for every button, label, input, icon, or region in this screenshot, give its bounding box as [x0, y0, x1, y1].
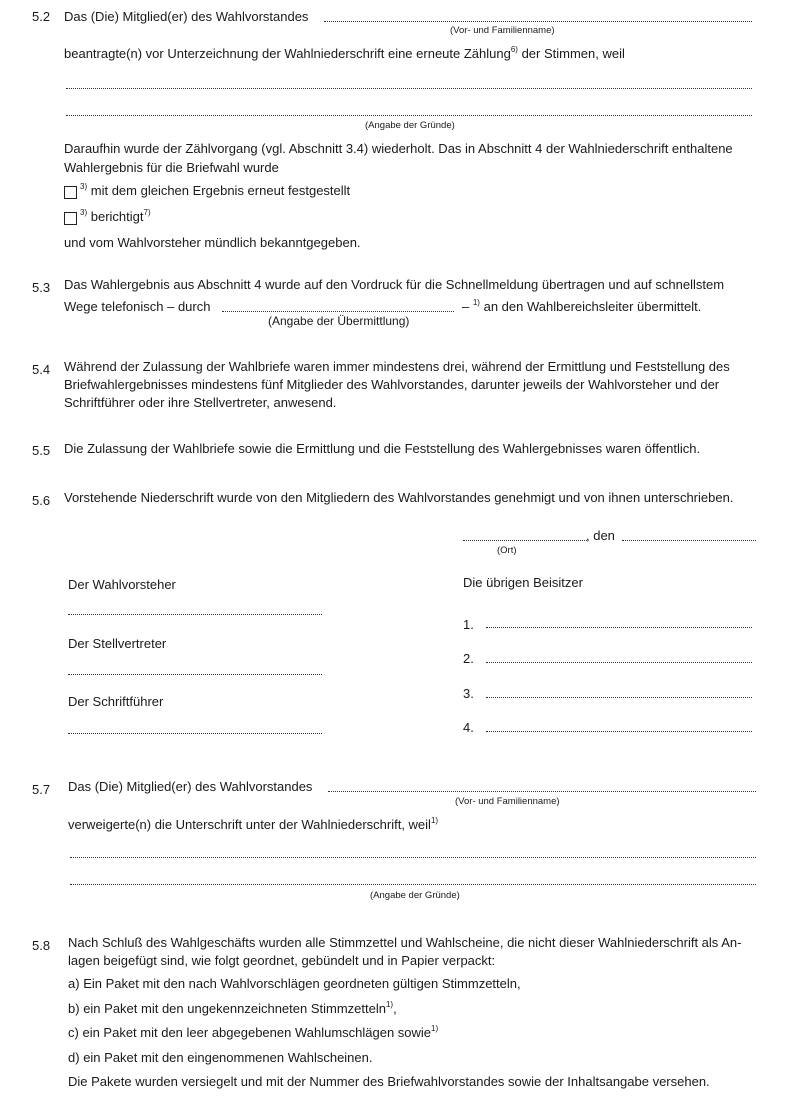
signature-beisitzer-3[interactable] — [486, 697, 752, 698]
s54-line-2: Briefwahlergebnisses mindestens fünf Mitglieder des Wahlvorstandes, darunter jeweils der Wahlvorsteher und der — [64, 377, 720, 392]
s53-caption: (Angabe der Übermittlung) — [268, 314, 410, 328]
item-label: d) — [68, 1050, 80, 1065]
s53-line-2-start: Wege telefonisch – durch — [64, 299, 211, 314]
signature-stellvertreter[interactable] — [68, 674, 322, 675]
s54-line-1: Während der Zulassung der Wahlbriefe waren immer mindestens drei, während der Ermittlung und Feststellung des — [64, 359, 730, 374]
item-label: b) — [68, 1001, 80, 1016]
s52-request-text: beantragte(n) vor Unterzeichnung der Wahlniederschrift eine erneute Zählung — [64, 46, 511, 61]
s53-line-2-end — [462, 299, 701, 314]
label-schriftfuehrer: Der Schriftführer — [68, 694, 164, 709]
s52-request-tail: der Stimmen, weil — [517, 46, 625, 61]
s52-name-caption: (Vor- und Familienname) — [450, 25, 555, 36]
s58-line-2: lagen beigefügt sind, wie folgt geordnet, gebündelt und in Papier verpackt: — [68, 953, 496, 968]
footnote-ref: 1) — [385, 999, 394, 1009]
s58-item-d — [68, 1050, 373, 1065]
s52-paragraph-line-1: Daraufhin wurde der Zählvorgang (vgl. Abschnitt 3.4) wiederholt. Das in Abschnitt 4 der Wahlniederschrift enthaltene — [64, 141, 733, 156]
footnote-ref: 6) — [510, 44, 518, 54]
beisitzer-number-3: 3. — [463, 686, 474, 701]
checkbox-corrected[interactable] — [64, 212, 77, 225]
section-number-5-6: 5.6 — [32, 493, 51, 508]
section-number-5-4: 5.4 — [32, 362, 51, 377]
checkbox-same-result[interactable] — [64, 186, 77, 199]
place-caption: (Ort) — [497, 545, 517, 556]
item-tail: , — [393, 1001, 397, 1016]
s52-closing: und vom Wahlvorsteher mündlich bekanntgegeben. — [64, 235, 361, 250]
footnote-ref: 1) — [430, 815, 439, 825]
s57-label: Das (Die) Mitglied(er) des Wahlvorstandes — [68, 779, 313, 794]
s57-name-field[interactable] — [328, 791, 756, 792]
beisitzer-heading: Die übrigen Beisitzer — [463, 575, 583, 590]
s52-reason-field-1[interactable] — [66, 88, 752, 89]
signature-beisitzer-2[interactable] — [486, 662, 752, 663]
s52-paragraph-line-2: Wahlergebnis für die Briefwahl wurde — [64, 160, 279, 175]
item-text: ein Paket mit den eingenommenen Wahlscheinen. — [83, 1050, 373, 1065]
s57-line-1 — [68, 817, 438, 832]
item-text: ein Paket mit den leer abgegebenen Wahlumschlägen sowie — [82, 1025, 432, 1040]
s58-item-a — [68, 976, 521, 991]
s58-line-1: Nach Schluß des Wahlgeschäfts wurden alle Stimmzettel und Wahlscheine, die nicht dieser Wahlniederschrift als An- — [68, 935, 742, 950]
section-number-5-3: 5.3 — [32, 280, 51, 295]
dash: – — [462, 299, 470, 314]
footnote-ref: 3) — [80, 181, 88, 191]
s53-transmission-field[interactable] — [222, 311, 454, 312]
item-label: a) — [68, 976, 80, 991]
s52-label: Das (Die) Mitglied(er) des Wahlvorstandes — [64, 9, 309, 24]
label-stellvertreter: Der Stellvertreter — [68, 636, 167, 651]
item-text: ein Paket mit den ungekennzeichneten Stimmzetteln — [83, 1001, 386, 1016]
label-wahlvorsteher: Der Wahlvorsteher — [68, 577, 176, 592]
footnote-ref: 1) — [472, 297, 480, 307]
footnote-ref: 1) — [431, 1023, 439, 1033]
s58-closing: Die Pakete wurden versiegelt und mit der Nummer des Briefwahlvorstandes sowie der Inhaltsangabe versehen. — [68, 1074, 710, 1089]
s57-name-caption: (Vor- und Familienname) — [455, 796, 560, 807]
footnote-ref: 7) — [143, 207, 151, 217]
s52-option-1-text: mit dem gleichen Ergebnis erneut festgestellt — [90, 183, 351, 198]
s57-reason-field-1[interactable] — [70, 857, 756, 858]
s52-reasons-caption: (Angabe der Gründe) — [365, 120, 455, 131]
s52-request-line — [64, 46, 625, 61]
signature-wahlvorsteher[interactable] — [68, 614, 322, 615]
s57-reasons-caption: (Angabe der Gründe) — [370, 890, 460, 901]
s52-reason-field-2[interactable] — [66, 115, 752, 116]
s57-reason-field-2[interactable] — [70, 884, 756, 885]
place-field[interactable] — [463, 540, 587, 541]
s52-option-2 — [80, 209, 151, 224]
s52-option-2-text: berichtigt — [90, 209, 144, 224]
s54-line-3: Schriftführer oder ihre Stellvertreter, anwesend. — [64, 395, 337, 410]
section-number-5-8: 5.8 — [32, 938, 51, 953]
s52-name-field[interactable] — [324, 21, 752, 22]
s56-line-1: Vorstehende Niederschrift wurde von den Mitgliedern des Wahlvorstandes genehmigt und von ihnen unterschrieben. — [64, 490, 734, 505]
place-separator: , den — [586, 528, 615, 543]
beisitzer-number-2: 2. — [463, 651, 474, 666]
s53-line-2-tail: an den Wahlbereichsleiter übermittelt. — [483, 299, 702, 314]
section-number-5-2: 5.2 — [32, 9, 51, 24]
s55-line-1: Die Zulassung der Wahlbriefe sowie die Ermittlung und die Feststellung des Wahlergebnisses waren öffentlich. — [64, 441, 701, 456]
item-label: c) — [68, 1025, 79, 1040]
s52-option-1 — [80, 183, 350, 198]
signature-beisitzer-4[interactable] — [486, 731, 752, 732]
beisitzer-number-4: 4. — [463, 720, 474, 735]
beisitzer-number-1: 1. — [463, 617, 474, 632]
item-text: Ein Paket mit den nach Wahlvorschlägen geordneten gültigen Stimmzetteln, — [83, 976, 521, 991]
section-number-5-5: 5.5 — [32, 443, 51, 458]
s58-item-c — [68, 1025, 438, 1040]
s57-line-1-text: verweigerte(n) die Unterschrift unter der Wahlniederschrift, weil — [68, 817, 431, 832]
signature-schriftfuehrer[interactable] — [68, 733, 322, 734]
date-field[interactable] — [622, 540, 756, 541]
signature-beisitzer-1[interactable] — [486, 627, 752, 628]
s53-line-1: Das Wahlergebnis aus Abschnitt 4 wurde auf den Vordruck für die Schnellmeldung übertragen und auf schnellstem — [64, 277, 725, 292]
section-number-5-7: 5.7 — [32, 782, 51, 797]
footnote-ref: 3) — [80, 207, 88, 217]
s58-item-b — [68, 1001, 397, 1016]
